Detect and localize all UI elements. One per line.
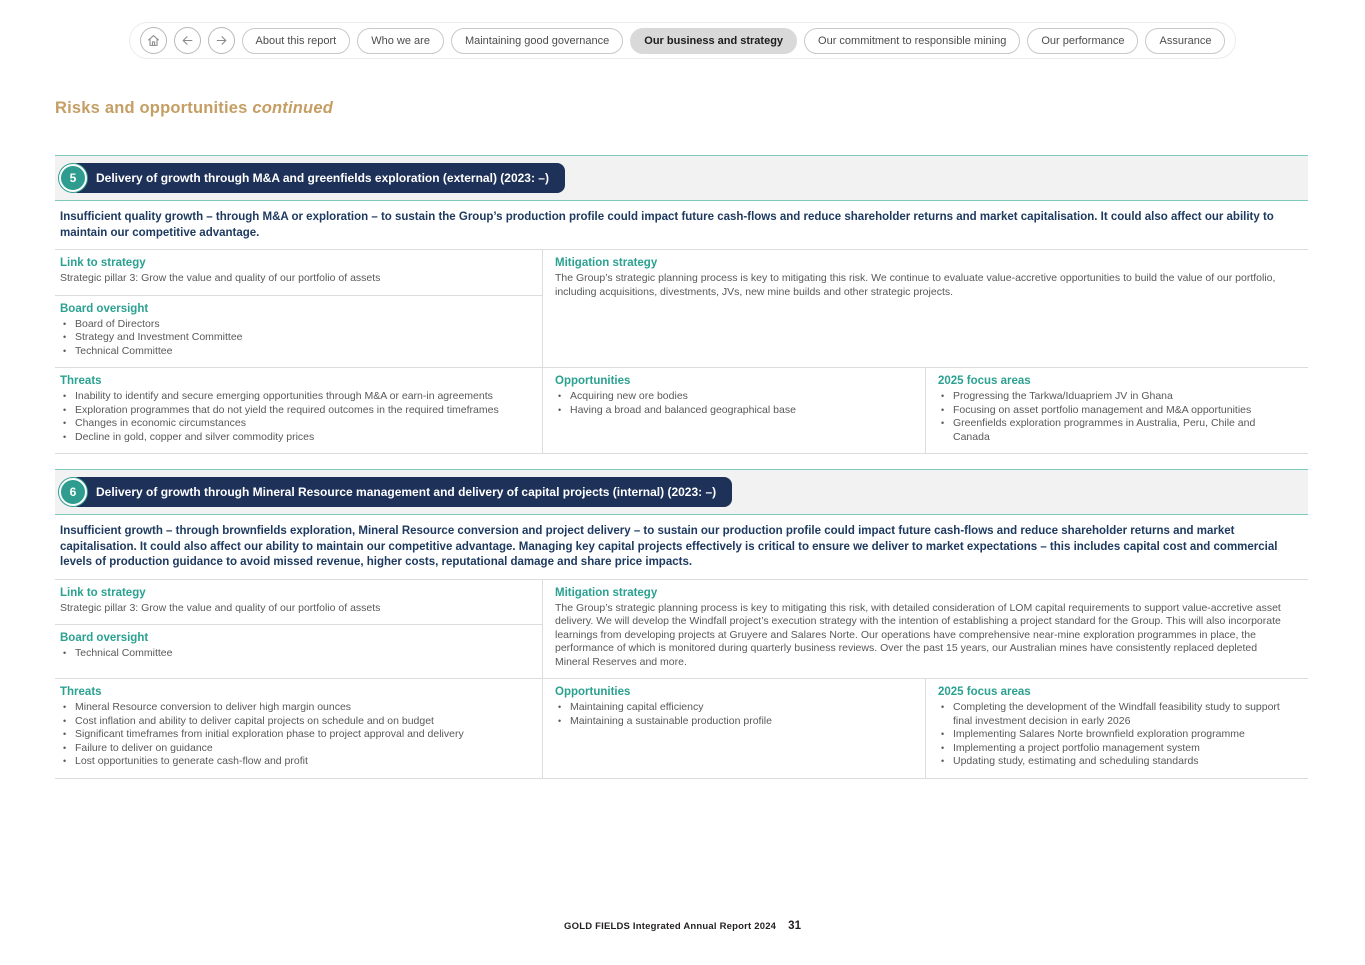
risk-section-5 — [55, 155, 1308, 454]
list-item: • Implementing Salares Norte brownfield exploration programme — [938, 728, 1294, 742]
list-item: • Mineral Resource conversion to deliver high margin ounces — [60, 701, 528, 715]
risk-header — [55, 469, 1308, 515]
opportunities-cell — [543, 679, 925, 737]
list-item: • Maintaining a sustainable production profile — [555, 715, 911, 729]
arrow-right-icon — [215, 34, 228, 47]
report-name: GOLD FIELDS Integrated Annual Report 2024 — [564, 920, 777, 932]
list-item: • Progressing the Tarkwa/Iduapriem JV in Ghana — [938, 390, 1294, 404]
top-navigation — [129, 22, 1237, 59]
threats-cell — [55, 368, 542, 453]
tab-our-performance[interactable]: Our performance — [1027, 28, 1138, 54]
bullet-list — [60, 647, 528, 661]
board-oversight-cell — [55, 624, 542, 678]
tab-assurance[interactable]: Assurance — [1145, 28, 1225, 54]
risk-section-6 — [55, 469, 1308, 779]
cell-heading: Link to strategy — [60, 257, 146, 269]
cell-heading: 2025 focus areas — [938, 686, 1031, 698]
page-title: Risks and opportunities continued — [55, 99, 333, 117]
cell-text: The Group’s strategic planning process is key to mitigating this risk. We continue to evaluate value-accretive opportunities to build the value of our portfolio, including acquisitions, divestments, JVs, new mine builds and other strategic projects. — [555, 272, 1276, 298]
forward-button[interactable] — [208, 27, 235, 54]
cell-heading: Board oversight — [60, 302, 149, 315]
cell-text: The Group’s strategic planning process is key to mitigating this risk, with detailed consideration of LOM capital requirements to support value-accretive asset delivery. We will develop the Windfall project’s execution strategy with the intention of establishing a project standard for the Group. This will also incorporate learnings from developing projects at Gruyere and Salares Norte. Our operations have comprehensive near-mine exploration programmes in place, the performance of which is monitored during quarterly business reviews. Over the past 15 years, our Australian mines have consistently replaced depleted Mineral Reserves and more. — [555, 601, 1281, 668]
list-item: • Board of Directors — [60, 318, 528, 332]
risk-header — [55, 155, 1308, 201]
list-item: • Failure to deliver on guidance — [60, 742, 528, 756]
list-item: • Having a broad and balanced geographical base — [555, 404, 911, 418]
risk-number-badge: 5 — [59, 164, 87, 192]
bullet-list — [938, 701, 1294, 769]
cell-heading: Mitigation strategy — [555, 257, 658, 269]
risk-grid-bottom — [55, 367, 1308, 454]
bullet-list — [60, 701, 528, 769]
list-item: • Lost opportunities to generate cash-flow and profit — [60, 755, 528, 769]
risk-number-badge: 6 — [59, 478, 87, 506]
tab-about-this-report[interactable]: About this report — [242, 28, 351, 54]
tab-who-we-are[interactable]: Who we are — [357, 28, 444, 54]
risk-description: Insufficient growth – through brownfields exploration, Mineral Resource conversion and project delivery – to sustain our production profile could impact future cash-flows and reduce shareholder returns and market capitalisation. It could also affect our ability to maintain our competitive advantage. Managing key capital projects effectively is critical to ensure we deliver to market expectations – this includes capital cost and commercial levels of production guidance to avoid missed revenue, higher costs, reputational damage and share price impacts. — [60, 525, 1278, 568]
risk-grid-top — [55, 249, 1308, 367]
list-item: • Completing the development of the Windfall feasibility study to support final investment decision in early 2026 — [938, 701, 1294, 728]
tab-our-commitment-to-responsible-mining[interactable]: Our commitment to responsible mining — [804, 28, 1020, 54]
cell-heading: Board oversight — [60, 632, 149, 644]
home-button[interactable] — [140, 27, 167, 54]
list-item: • Exploration programmes that do not yield the required outcomes in the required timeframes — [60, 404, 528, 418]
list-item: • Implementing a project portfolio management system — [938, 742, 1294, 756]
list-item: • Focusing on asset portfolio management and M&A opportunities — [938, 404, 1294, 418]
focus-areas-cell — [926, 368, 1308, 453]
link-to-strategy-cell — [55, 250, 542, 295]
link-to-strategy-cell — [55, 580, 542, 625]
bullet-list — [60, 390, 528, 444]
opportunities-cell — [543, 368, 925, 426]
list-item: • Decline in gold, copper and silver commodity prices — [60, 431, 528, 445]
cell-heading: Link to strategy — [60, 586, 146, 599]
threats-cell — [55, 679, 542, 778]
focus-areas-cell — [926, 679, 1308, 778]
list-item: • Updating study, estimating and scheduling standards — [938, 755, 1294, 769]
board-oversight-cell — [55, 295, 542, 368]
risk-description: Insufficient quality growth – through M&A or exploration – to sustain the Group’s production profile could impact future cash-flows and reduce shareholder returns and market capitalisation. It could also affect our ability to maintain our competitive advantage. — [60, 211, 1274, 239]
risk-title-pill: Delivery of growth through M&A and greenfields exploration (external) (2023: –) — [70, 163, 565, 193]
cell-heading: Threats — [60, 686, 102, 698]
arrow-left-icon — [181, 34, 194, 47]
risk-title-pill: Delivery of growth through Mineral Resource management and delivery of capital projects (internal) (2023: –) — [70, 477, 732, 507]
cell-text: Strategic pillar 3: Grow the value and quality of our portfolio of assets — [60, 272, 381, 284]
cell-heading: Mitigation strategy — [555, 586, 658, 599]
page-number: 31 — [788, 920, 801, 932]
list-item: • Technical Committee — [60, 647, 528, 661]
list-item: • Inability to identify and secure emerging opportunities through M&A or earn-in agreements — [60, 390, 528, 404]
page-footer — [564, 920, 801, 932]
bullet-list — [555, 701, 911, 728]
cell-heading: Opportunities — [555, 375, 631, 387]
list-item: • Acquiring new ore bodies — [555, 390, 911, 404]
list-item: • Changes in economic circumstances — [60, 417, 528, 431]
list-item: • Technical Committee — [60, 345, 528, 359]
risk-grid-bottom — [55, 678, 1308, 779]
bullet-list — [555, 390, 911, 417]
cell-text: Strategic pillar 3: Grow the value and quality of our portfolio of assets — [60, 601, 381, 614]
cell-heading: Opportunities — [555, 686, 631, 698]
mitigation-strategy-cell — [543, 580, 1308, 679]
tab-our-business-and-strategy[interactable]: Our business and strategy — [630, 28, 797, 54]
risk-grid-top — [55, 579, 1308, 679]
mitigation-strategy-cell — [543, 250, 1308, 308]
home-icon — [147, 34, 160, 47]
cell-heading: 2025 focus areas — [938, 375, 1031, 387]
list-item: • Cost inflation and ability to deliver capital projects on schedule and on budget — [60, 715, 528, 729]
list-item: • Maintaining capital efficiency — [555, 701, 911, 715]
page-content — [55, 99, 1308, 779]
tab-maintaining-good-governance[interactable]: Maintaining good governance — [451, 28, 623, 54]
list-item: • Greenfields exploration programmes in Australia, Peru, Chile and Canada — [938, 417, 1294, 444]
back-button[interactable] — [174, 27, 201, 54]
list-item: • Strategy and Investment Committee — [60, 331, 528, 345]
cell-heading: Threats — [60, 375, 102, 387]
list-item: • Significant timeframes from initial exploration phase to project approval and delivery — [60, 728, 528, 742]
bullet-list — [938, 390, 1294, 444]
bullet-list — [60, 318, 528, 359]
